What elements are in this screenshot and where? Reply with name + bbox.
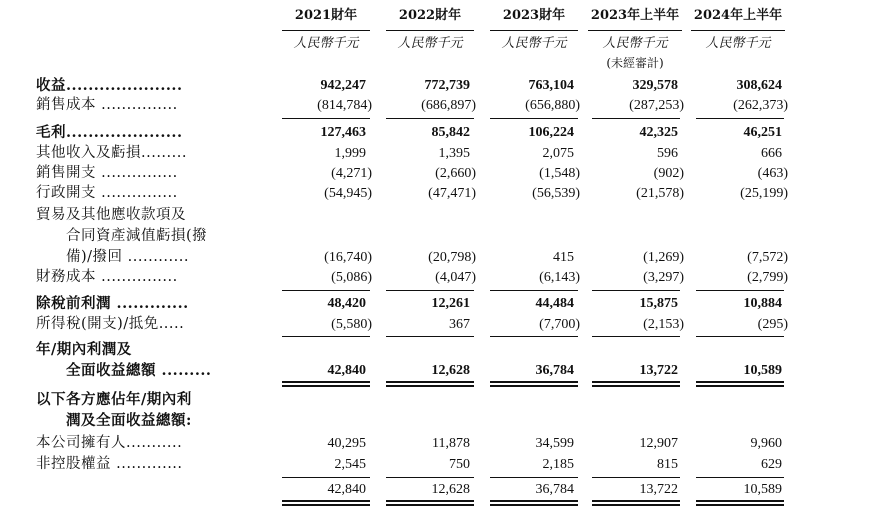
subtotal-rule-2-2023-h1: [592, 290, 680, 291]
value-selling-expenses-2023-h1: (902): [653, 166, 684, 181]
value-impairment-2023: 415: [553, 250, 574, 265]
value-finance-costs-2023-h1: (3,297): [643, 270, 684, 285]
row-label-finance-costs: 財務成本 ...............: [36, 269, 178, 285]
subtotal-rule-2022: [386, 118, 474, 119]
attributable-heading-line1: 以下各方應佔年/期內利: [36, 391, 192, 408]
value-selling-expenses-2021: (4,271): [331, 166, 372, 181]
row-label-total-profit-line1: 年/期內利潤及: [36, 341, 132, 358]
value-cost-of-sales-2023-h1: (287,253): [629, 98, 684, 113]
row-label-gross-profit: 毛利.....................: [36, 124, 183, 141]
row-label-cost-of-sales: 銷售成本 ...............: [36, 97, 178, 113]
value-non-controlling-2023: 2,185: [542, 457, 574, 472]
subtotal-rule-2-2022: [386, 290, 474, 291]
value-impairment-2024-h1: (7,572): [747, 250, 788, 265]
final-double-rule-a-2023: [490, 500, 578, 502]
value-impairment-2022: (20,798): [428, 250, 476, 265]
value-other-income-2022: 1,395: [438, 146, 470, 161]
final-double-rule-b-2022: [386, 504, 474, 506]
value-gross-profit-2022: 85,842: [431, 125, 470, 140]
attributable-rule-2024-h1: [696, 477, 784, 478]
value-owners-2024-h1: 9,960: [750, 436, 782, 451]
unit-label-2022: 人民幣千元: [397, 36, 463, 51]
subtotal-rule-2023: [490, 118, 578, 119]
attributable-rule-2023: [490, 477, 578, 478]
value-gross-profit-2023-h1: 42,325: [639, 125, 678, 140]
column-header-rule-2022: [386, 30, 474, 31]
value-finance-costs-2022: (4,047): [435, 270, 476, 285]
column-header-2022: 2022財年: [398, 8, 462, 23]
value-revenue-2024-h1: 308,624: [736, 78, 782, 93]
total-double-rule-a-2023-h1: [592, 381, 680, 383]
total-double-rule-b-2023: [490, 385, 578, 387]
value-owners-2023: 34,599: [535, 436, 574, 451]
column-header-rule-2021: [282, 30, 370, 31]
final-double-rule-b-2023: [490, 504, 578, 506]
total-double-rule-a-2021: [282, 381, 370, 383]
unit-label-2023-h1: 人民幣千元: [602, 36, 668, 51]
value-impairment-2023-h1: (1,269): [643, 250, 684, 265]
value-cost-of-sales-2024-h1: (262,373): [733, 98, 788, 113]
subtotal-rule-3-2023: [490, 336, 578, 337]
total-double-rule-a-2022: [386, 381, 474, 383]
value-finance-costs-2023: (6,143): [539, 270, 580, 285]
value-cost-of-sales-2021: (814,784): [317, 98, 372, 113]
total-double-rule-a-2024-h1: [696, 381, 784, 383]
final-double-rule-a-2024-h1: [696, 500, 784, 502]
value-income-tax-2021: (5,580): [331, 317, 372, 332]
final-double-rule-a-2021: [282, 500, 370, 502]
row-label-admin-expenses: 行政開支 ...............: [36, 185, 178, 201]
value-selling-expenses-2023: (1,548): [539, 166, 580, 181]
subtotal-rule-2-2024-h1: [696, 290, 784, 291]
subtotal-rule-2021: [282, 118, 370, 119]
value-revenue-2023-h1: 329,578: [632, 78, 678, 93]
value-impairment-2021: (16,740): [324, 250, 372, 265]
value-revenue-2022: 772,739: [424, 78, 470, 93]
value-total-profit-2023: 36,784: [535, 363, 574, 378]
value-admin-expenses-2023-h1: (21,578): [636, 186, 684, 201]
column-header-rule-2023-h1: [588, 30, 682, 31]
value-selling-expenses-2022: (2,660): [435, 166, 476, 181]
value-other-income-2023: 2,075: [542, 146, 574, 161]
value-owners-2023-h1: 12,907: [639, 436, 678, 451]
column-header-2021: 2021財年: [294, 8, 358, 23]
subtotal-rule-2-2021: [282, 290, 370, 291]
value-total-profit-2021: 42,840: [327, 363, 366, 378]
attributable-heading-line2: 潤及全面收益總額:: [66, 412, 192, 429]
value-admin-expenses-2022: (47,471): [428, 186, 476, 201]
value-total-profit-2022: 12,628: [431, 363, 470, 378]
value-admin-expenses-2024-h1: (25,199): [740, 186, 788, 201]
row-label-other-income: 其他收入及虧損.........: [36, 145, 187, 161]
row-label-selling-expenses: 銷售開支 ...............: [36, 165, 178, 181]
column-header-rule-2024-h1: [691, 30, 785, 31]
value-profit-before-tax-2024-h1: 10,884: [743, 296, 782, 311]
value-total-profit-2024-h1: 10,589: [743, 363, 782, 378]
value-attributable-total-2022: 12,628: [431, 482, 470, 497]
row-label-non-controlling: 非控股權益 .............: [36, 456, 183, 472]
value-finance-costs-2024-h1: (2,799): [747, 270, 788, 285]
unit-label-2023: 人民幣千元: [501, 36, 567, 51]
total-double-rule-b-2024-h1: [696, 385, 784, 387]
subtotal-rule-2-2023: [490, 290, 578, 291]
subtotal-rule-3-2021: [282, 336, 370, 337]
final-double-rule-a-2023-h1: [592, 500, 680, 502]
final-double-rule-b-2024-h1: [696, 504, 784, 506]
value-admin-expenses-2023: (56,539): [532, 186, 580, 201]
final-double-rule-a-2022: [386, 500, 474, 502]
total-double-rule-b-2021: [282, 385, 370, 387]
value-gross-profit-2024-h1: 46,251: [743, 125, 782, 140]
value-attributable-total-2024-h1: 10,589: [743, 482, 782, 497]
subtotal-rule-3-2022: [386, 336, 474, 337]
unit-label-2024-h1: 人民幣千元: [705, 36, 771, 51]
value-attributable-total-2023-h1: 13,722: [639, 482, 678, 497]
total-double-rule-a-2023: [490, 381, 578, 383]
column-header-2024-h1: 2024年上半年: [693, 8, 783, 23]
value-attributable-total-2023: 36,784: [535, 482, 574, 497]
total-double-rule-b-2022: [386, 385, 474, 387]
row-label-revenue: 收益.....................: [36, 77, 183, 94]
column-header-rule-2023: [490, 30, 578, 31]
subtotal-rule-3-2024-h1: [696, 336, 784, 337]
subtotal-rule-3-2023-h1: [592, 336, 680, 337]
row-label-impairment-line2: 合同資產減值虧損(撥: [66, 228, 208, 244]
value-total-profit-2023-h1: 13,722: [639, 363, 678, 378]
value-profit-before-tax-2022: 12,261: [431, 296, 470, 311]
value-other-income-2021: 1,999: [334, 146, 366, 161]
value-attributable-total-2021: 42,840: [327, 482, 366, 497]
row-label-profit-before-tax: 除稅前利潤 .............: [36, 295, 189, 312]
value-profit-before-tax-2023-h1: 15,875: [639, 296, 678, 311]
value-owners-2021: 40,295: [327, 436, 366, 451]
value-owners-2022: 11,878: [432, 436, 470, 451]
value-admin-expenses-2021: (54,945): [324, 186, 372, 201]
attributable-rule-2022: [386, 477, 474, 478]
value-revenue-2021: 942,247: [320, 78, 366, 93]
value-income-tax-2022: 367: [449, 317, 470, 332]
value-finance-costs-2021: (5,086): [331, 270, 372, 285]
column-header-2023: 2023財年: [502, 8, 566, 23]
total-double-rule-b-2023-h1: [592, 385, 680, 387]
row-label-impairment-line1: 貿易及其他應收款項及: [36, 207, 186, 223]
value-gross-profit-2023: 106,224: [528, 125, 574, 140]
value-non-controlling-2024-h1: 629: [761, 457, 782, 472]
value-other-income-2023-h1: 596: [657, 146, 678, 161]
column-header-2023-h1: 2023年上半年: [590, 8, 680, 23]
value-non-controlling-2023-h1: 815: [657, 457, 678, 472]
value-cost-of-sales-2023: (656,880): [525, 98, 580, 113]
row-label-owners: 本公司擁有人...........: [36, 435, 183, 451]
final-double-rule-b-2023-h1: [592, 504, 680, 506]
value-non-controlling-2021: 2,545: [334, 457, 366, 472]
row-label-total-profit-line2: 全面收益總額 .........: [66, 362, 212, 379]
subtotal-rule-2024-h1: [696, 118, 784, 119]
value-other-income-2024-h1: 666: [761, 146, 782, 161]
unaudited-note: (未經審計): [606, 56, 664, 70]
value-selling-expenses-2024-h1: (463): [757, 166, 788, 181]
value-income-tax-2023: (7,700): [539, 317, 580, 332]
value-income-tax-2024-h1: (295): [757, 317, 788, 332]
row-label-impairment-line3: 備)/撥回 ............: [66, 249, 189, 265]
value-cost-of-sales-2022: (686,897): [421, 98, 476, 113]
value-gross-profit-2021: 127,463: [320, 125, 366, 140]
unit-label-2021: 人民幣千元: [293, 36, 359, 51]
row-label-income-tax: 所得稅(開支)/抵免.....: [36, 316, 185, 332]
value-income-tax-2023-h1: (2,153): [643, 317, 684, 332]
subtotal-rule-2023-h1: [592, 118, 680, 119]
attributable-rule-2021: [282, 477, 370, 478]
value-profit-before-tax-2021: 48,420: [327, 296, 366, 311]
value-non-controlling-2022: 750: [449, 457, 470, 472]
value-profit-before-tax-2023: 44,484: [535, 296, 574, 311]
final-double-rule-b-2021: [282, 504, 370, 506]
value-revenue-2023: 763,104: [528, 78, 574, 93]
attributable-rule-2023-h1: [592, 477, 680, 478]
